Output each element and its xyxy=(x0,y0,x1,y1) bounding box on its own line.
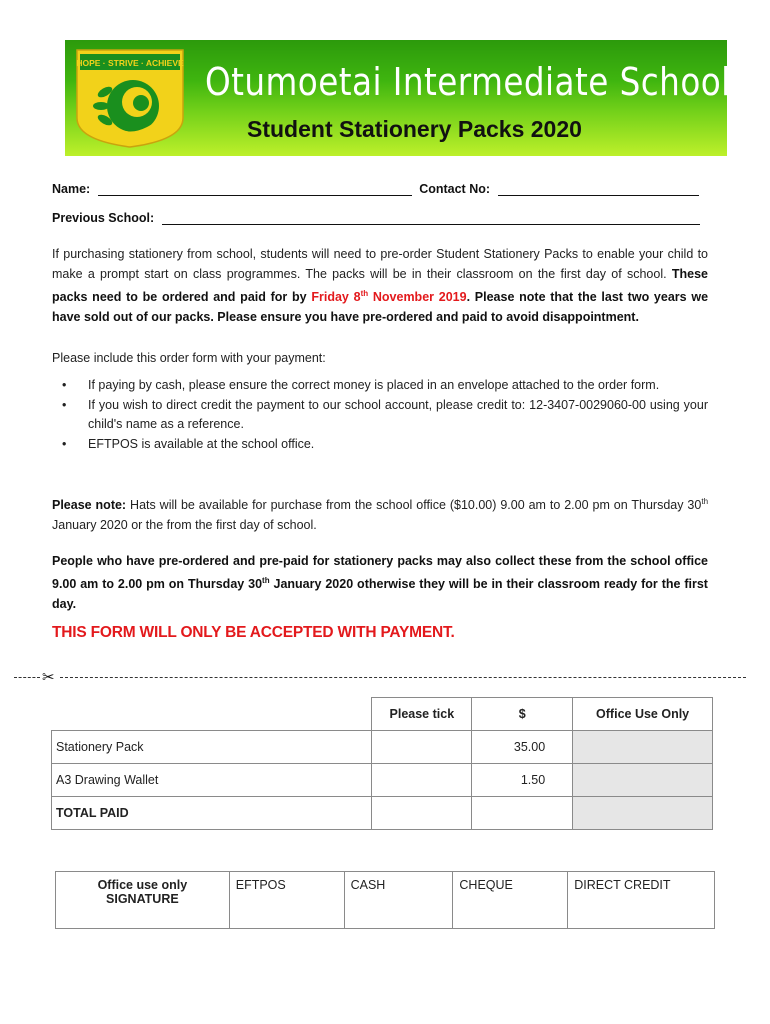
office-use-table xyxy=(55,871,715,929)
list-item: • If paying by cash, please ensure the correct money is placed in an envelope attached to the order form. xyxy=(62,378,660,392)
include-instruction: Please include this order form with your payment: xyxy=(52,351,326,365)
intro-deadline-text: These packs need to be ordered and paid for by xyxy=(52,267,708,305)
item-a3-drawing-wallet: A3 Drawing Wallet xyxy=(52,764,372,797)
price-stationery-pack: 35.00 xyxy=(472,731,573,764)
previous-school-label: Previous School: xyxy=(52,211,155,225)
tick-a3-drawing-wallet[interactable] xyxy=(372,764,472,797)
logo-motto: HOPE · STRIVE · ACHIEVE xyxy=(76,58,184,68)
office-use-cell xyxy=(573,731,713,764)
order-table xyxy=(51,697,713,830)
scissors-icon: ✂ xyxy=(42,668,55,686)
name-contact-row xyxy=(52,182,699,196)
office-use-cell xyxy=(573,797,713,830)
deadline-date-sup: th xyxy=(360,289,369,298)
contact-label: Contact No: xyxy=(419,182,491,196)
table-row xyxy=(52,698,713,731)
collect-note-text-b: January 2020 otherwise they will be in their classroom ready for the first day. xyxy=(52,577,708,612)
hats-note-text-b: January 2020 or the from the first day of school. xyxy=(52,518,317,533)
cut-line xyxy=(14,668,746,686)
total-paid-amount[interactable] xyxy=(472,797,573,830)
office-use-cell xyxy=(573,764,713,797)
collect-note-sup: th xyxy=(262,576,270,585)
document-title: Student Stationery Packs 2020 xyxy=(247,116,582,142)
office-signature-cell[interactable] xyxy=(56,872,230,929)
signature-label: SIGNATURE xyxy=(106,892,179,906)
list-item: • EFTPOS is available at the school office. xyxy=(62,436,315,451)
header-please-tick: Please tick xyxy=(372,698,472,731)
hats-note-sup: th xyxy=(701,497,709,506)
method-direct-credit[interactable]: DIRECT CREDIT xyxy=(568,872,715,929)
payment-bullet-list xyxy=(52,376,708,454)
intro-paragraph: If purchasing stationery from school, students will need to pre-order Student Stationery Packs to enable your child to make a prompt start on class programmes. The packs will be in their classroom on the first day of school. These packs need to be ordered and paid for by Friday 8th November 2019. Please note that the last two years we have sold out of our packs. Please ensure you have pre-ordered and paid to avoid disappointment. xyxy=(52,247,709,325)
deadline-date-day: Friday 8 xyxy=(311,290,361,305)
table-row xyxy=(52,797,713,830)
hats-note-label: Please note: xyxy=(52,498,127,513)
method-cash[interactable]: CASH xyxy=(344,872,453,929)
total-tick-cell xyxy=(372,797,472,830)
header-banner xyxy=(65,40,731,156)
header-office-use: Office Use Only xyxy=(573,698,713,731)
office-use-only-label: Office use only xyxy=(97,878,188,892)
item-stationery-pack: Stationery Pack xyxy=(52,731,372,764)
previous-school-row xyxy=(52,211,700,225)
hats-note-text-a: Hats will be available for purchase from the school office ($10.00) 9.00 am to 2.00 pm on Thursday 30 xyxy=(130,498,702,513)
method-cheque[interactable]: CHEQUE xyxy=(453,872,568,929)
collect-note xyxy=(52,551,708,614)
tick-stationery-pack[interactable] xyxy=(372,731,472,764)
school-logo xyxy=(75,48,185,148)
header-price: $ xyxy=(472,698,573,731)
contact-field[interactable] xyxy=(498,182,699,196)
payment-required-notice: THIS FORM WILL ONLY BE ACCEPTED WITH PAYMENT. xyxy=(52,624,455,641)
total-paid-label: TOTAL PAID xyxy=(52,797,372,830)
collect-note-text-a: People who have pre-ordered and pre-paid for stationery packs may also collect these from the school office 9.00 am to 2.00 pm on Thursday 30 xyxy=(52,554,708,592)
deadline-date-month: November 2019 xyxy=(372,290,467,305)
name-field[interactable] xyxy=(98,182,412,196)
intro-sold-out-text: Please note that the last two years we have sold out of our packs. Please ensure you have pre-ordered and paid to avoid disappointment. xyxy=(52,290,709,325)
intro-text: If purchasing stationery from school, students will need to pre-order Student Stationery Packs to enable your child to make a prompt start on class programmes. The packs will be in their classroom on the first day of school. xyxy=(52,247,708,281)
table-row xyxy=(56,872,715,929)
name-label: Name: xyxy=(52,182,91,196)
list-item: • If you wish to direct credit the payment to our school account, please credit to: 12-3407-0029060-00 using your child's name as a reference. xyxy=(62,397,708,431)
school-name: Otumoetai Intermediate School xyxy=(205,60,731,104)
hats-note xyxy=(52,492,708,535)
price-a3-drawing-wallet: 1.50 xyxy=(472,764,573,797)
table-row xyxy=(52,764,713,797)
method-eftpos[interactable]: EFTPOS xyxy=(229,872,344,929)
table-row xyxy=(52,731,713,764)
previous-school-field[interactable] xyxy=(162,211,700,225)
